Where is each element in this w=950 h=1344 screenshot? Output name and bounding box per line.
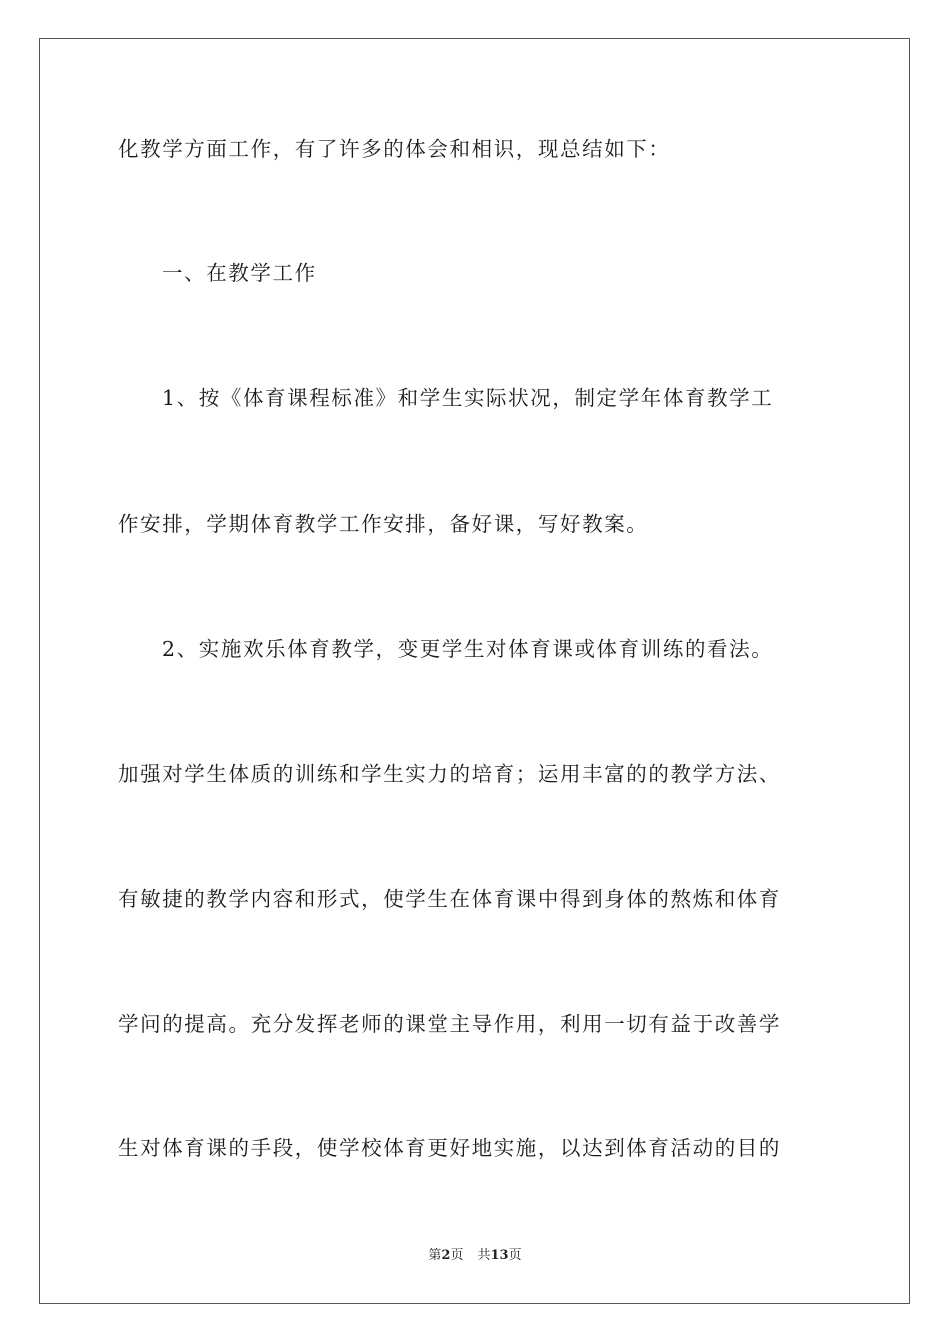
total-pages-number: 13 <box>490 1248 509 1263</box>
paragraph-line-5: 2、实施欢乐体育教学，变更学生对体育课或体育训练的看法。 <box>162 637 774 661</box>
paragraph-line-8: 学问的提高。充分发挥老师的课堂主导作用，利用一切有益于改善学 <box>118 1012 781 1036</box>
page-border <box>39 38 910 1304</box>
paragraph-line-3: 1、按《体育课程标准》和学生实际状况，制定学年体育教学工 <box>162 386 774 410</box>
page-label-prefix: 第 <box>428 1248 442 1263</box>
section-heading: 一、在教学工作 <box>162 261 317 285</box>
page-label-suffix: 页 <box>450 1248 464 1263</box>
paragraph-line-7: 有敏捷的教学内容和形式，使学生在体育课中得到身体的熬炼和体育 <box>118 887 781 911</box>
paragraph-line-6: 加强对学生体质的训练和学生实力的培育；运用丰富的的教学方法、 <box>118 762 781 786</box>
page-footer <box>0 1247 950 1265</box>
current-page-number: 2 <box>441 1248 451 1263</box>
total-label-suffix: 页 <box>508 1248 522 1263</box>
paragraph-line-9: 生对体育课的手段，使学校体育更好地实施，以达到体育活动的目的 <box>118 1136 781 1160</box>
paragraph-line-1: 化教学方面工作，有了许多的体会和相识，现总结如下： <box>118 137 671 161</box>
total-label-prefix: 共 <box>477 1248 491 1263</box>
paragraph-line-4: 作安排，学期体育教学工作安排，备好课，写好教案。 <box>118 512 649 536</box>
